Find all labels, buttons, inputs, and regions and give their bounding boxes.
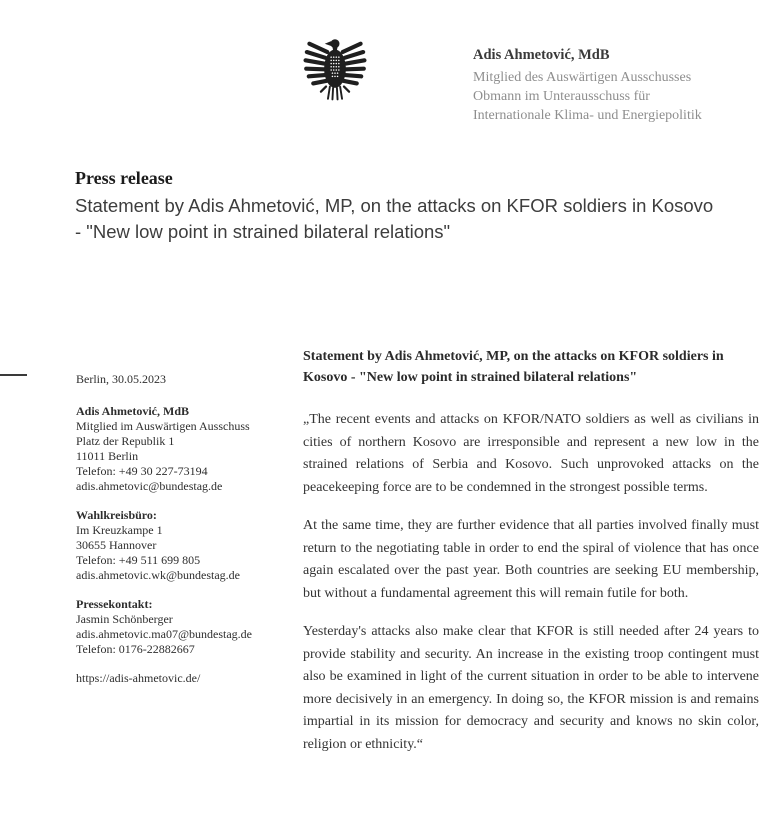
contact-berlin-name: Adis Ahmetović, MdB bbox=[76, 404, 190, 418]
pressekontakt-line: Telefon: 0176-22882667 bbox=[76, 642, 195, 656]
contact-berlin-line: 11011 Berlin bbox=[76, 449, 139, 463]
contact-block-wahlkreisbuero bbox=[76, 508, 291, 583]
pressekontakt-label: Pressekontakt: bbox=[76, 597, 153, 611]
bundestag-eagle-icon bbox=[303, 35, 367, 103]
wahlkreisbuero-line: Telefon: +49 511 699 805 bbox=[76, 553, 201, 567]
statement-body bbox=[303, 346, 759, 772]
header-role-3: Internationale Klima- und Energiepolitik bbox=[473, 108, 702, 123]
statement-paragraph-2: At the same time, they are further evidence that all parties involved finally must return to the negotiating table in order to end the spiral of violence that has once again escalated over the past year. Both countries are seeking EU membership, but without a fundamental agreement this will remain futile for both. bbox=[303, 518, 759, 601]
press-release-kicker: Press release bbox=[75, 168, 173, 188]
contact-berlin-line: Telefon: +49 30 227-73194 bbox=[76, 464, 208, 478]
contact-block-berlin bbox=[76, 404, 291, 494]
statement-paragraph-3: Yesterday's attacks also make clear that KFOR is still needed after 24 years to provide stability and security. An increase in the existing troop contingent must also be examined in light of the current situation in order to be able to intervene more decisively in an emergency. In doing so, the KFOR mission is and remains impartial in its mission for democracy and security and knows no skin color, religion or ethnicity.“ bbox=[303, 624, 759, 752]
fold-mark bbox=[0, 374, 27, 376]
statement-heading: Statement by Adis Ahmetović, MP, on the attacks on KFOR soldiers in Kosovo - "New low point in strained bilateral relations" bbox=[303, 349, 724, 385]
wahlkreisbuero-email: adis.ahmetovic.wk@bundestag.de bbox=[76, 568, 241, 582]
header-role-2: Obmann im Unterausschuss für bbox=[473, 89, 650, 104]
wahlkreisbuero-line: Im Kreuzkampe 1 bbox=[76, 523, 163, 537]
dateline: Berlin, 30.05.2023 bbox=[76, 372, 166, 386]
contact-block-presse bbox=[76, 597, 291, 657]
header-role-1: Mitglied des Auswärtigen Ausschusses bbox=[473, 70, 692, 85]
pressekontakt-email: adis.ahmetovic.ma07@bundestag.de bbox=[76, 627, 253, 641]
contact-berlin-line: Mitglied im Auswärtigen Ausschuss bbox=[76, 419, 250, 433]
website-link: https://adis-ahmetovic.de/ bbox=[76, 671, 201, 685]
statement-paragraph-1: „The recent events and attacks on KFOR/NATO soldiers as well as civilians in cities of northern Kosovo are irresponsible and represent a new low in the strained relations of Serbia and Kosovo. Such unprovoked attacks on the peacekeeping force are to be condemned in the strongest possible terms. bbox=[303, 412, 759, 495]
contact-sidebar bbox=[76, 372, 291, 686]
header-name: Adis Ahmetović, MdB bbox=[473, 47, 610, 63]
contact-berlin-line: Platz der Republik 1 bbox=[76, 434, 175, 448]
contact-berlin-email: adis.ahmetovic@bundestag.de bbox=[76, 479, 223, 493]
header-identity bbox=[473, 46, 753, 125]
pressekontakt-line: Jasmin Schönberger bbox=[76, 612, 173, 626]
wahlkreisbuero-line: 30655 Hannover bbox=[76, 538, 157, 552]
press-release-headline: Statement by Adis Ahmetović, MP, on the attacks on KFOR soldiers in Kosovo - "New low point in strained bilateral relations" bbox=[75, 195, 714, 242]
title-block bbox=[75, 166, 723, 245]
wahlkreisbuero-label: Wahlkreisbüro: bbox=[76, 508, 157, 522]
